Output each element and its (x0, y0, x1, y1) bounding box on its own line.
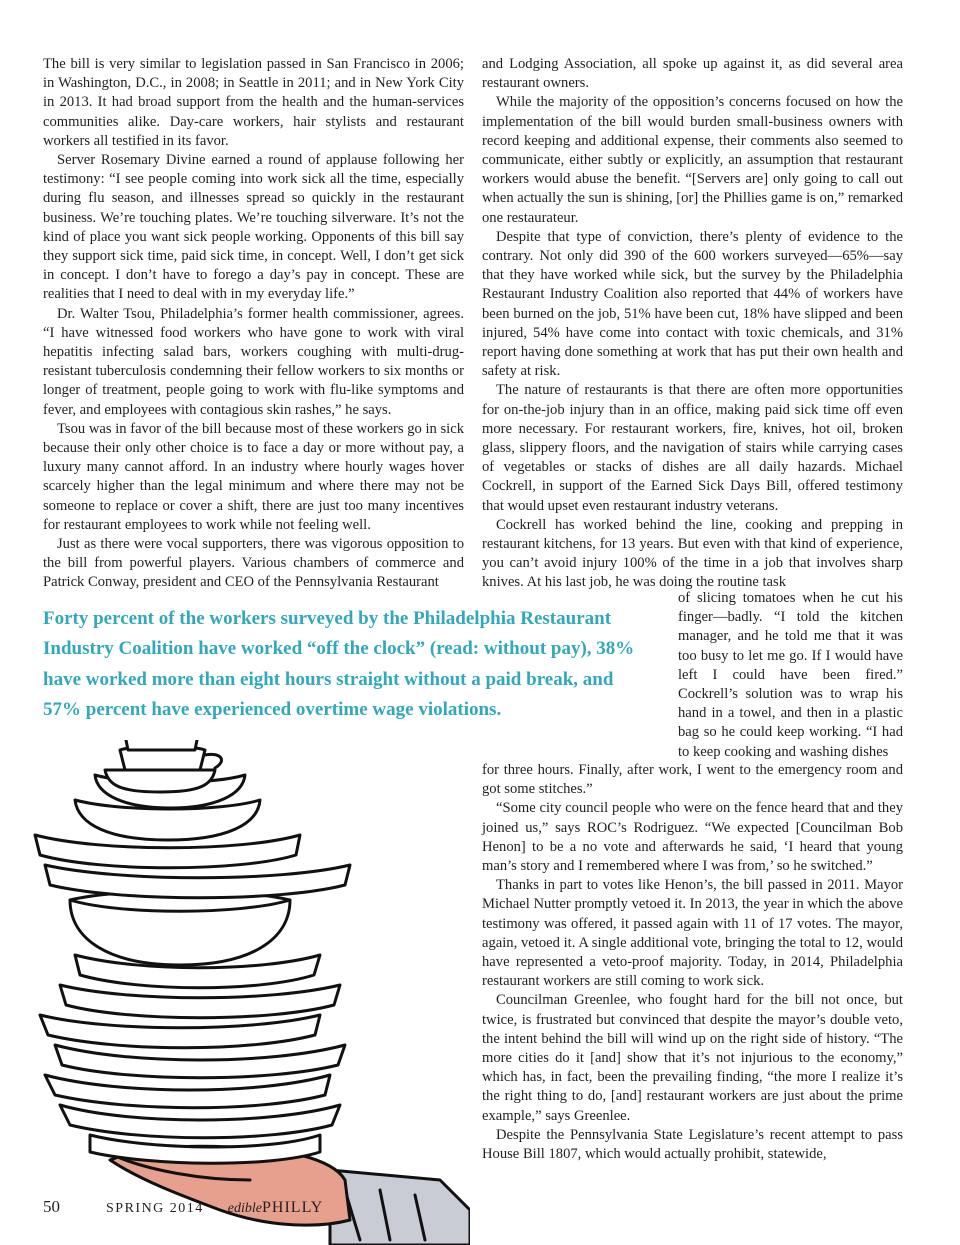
page-footer (43, 1197, 323, 1221)
paragraph: The bill is very similar to legislation passed in San Francisco in 2006; in Washington, D.C., in 2008; in Seattle in 2011; and in New York City in 2013. It had broad support from the health and the human-services communities alike. Day-care workers, hair stylists and restaurant workers all testified in its favor. (43, 56, 464, 149)
magazine-brand-name: PHILLY (262, 1199, 324, 1216)
stack-of-dishes-illustration (0, 740, 470, 1245)
paragraph: Just as there were vocal supporters, there was vigorous opposition to the bill from powerful players. Various chambers of commerce and Patrick Conway, president and CEO of the Pennsylvania Restaurant (43, 536, 464, 591)
paragraph: Councilman Greenlee, who fought hard for the bill not once, but twice, is frustrated but convinced that despite the mayor’s double veto, the intent behind the bill will wind up on the right side of history. “The more cities do it [and] show that it’s not injurious to the economy,” which has, in fact, been the prevailing finding, “the more I realize it’s the right thing to do, [and] restaurant workers are just about the prime example,” says Greenlee. (482, 992, 903, 1124)
paragraph: Dr. Walter Tsou, Philadelphia’s former health commissioner, agrees. “I have witnessed food workers who have gone to work with viral hepatitis infecting salad bars, workers coughing with multi-drug-resistant tuberculosis condemning their fellow workers to six months or longer of treatment, people going to work with flu-like symptoms and fever, and employees with contagious skin rashes,” he says. (43, 305, 464, 418)
article-column-left (43, 55, 464, 593)
page-number: 50 (43, 1197, 60, 1216)
paragraph: The nature of restaurants is that there are often more opportunities for on-the-job injury than in an office, making paid sick time off even more necessary. For restaurant workers, fire, knives, hot oil, broken glass, slippery floors, and the navigation of stairs while carrying cases of vegetables or stacks of dishes are all daily hazards. Michael Cockrell, in support of the Earned Sick Days Bill, offered testimony that would upset even restaurant industry veterans. (482, 382, 903, 514)
paragraph: “Some city council people who were on the fence heard that and they joined us,” says ROC’s Rodriguez. “We expected [Councilman Bob Henon] to be a no vote and afterwards he said, ‘I heard that young man’s story and I remembered where I was from,’ so he switched.” (482, 800, 903, 875)
paragraph: Server Rosemary Divine earned a round of applause following her testimony: “I see people coming into work sick all the time, especially during flu season, and illnesses spread so quickly in the restaurant business. We’re touching plates. We’re touching silverware. It’s not the kind of place you want sick people working. Opponents of this bill say they support sick time, paid sick time, in concept. Well, I don’t get sick in concept. I don’t have to forego a day’s pay in concept. These are realities that I need to deal with in my everyday life.” (43, 152, 464, 303)
paragraph: and Lodging Association, all spoke up against it, as did several area restaurant owners. (482, 56, 903, 92)
paragraph: Tsou was in favor of the bill because most of these workers go in sick because their only other choice is to face a day or more without pay, a luxury many cannot afford. In an industry where hourly wages hover scarcely higher than the legal minimum and where there may not be someone to replace or cover a shift, there are just too many incentives for restaurant employees to work while not feeling well. (43, 420, 464, 533)
paragraph: of slicing tomatoes when he cut his finger—badly. “I told the kitchen manager, and he told me that it was too busy to let me go. If I would have left I could have been fired.” Cockrell’s solution was to wrap his hand in a towel, and then in a plastic bag so he could keep working. “I had to keep cooking and washing dishes (678, 590, 903, 760)
paragraph: Despite that type of conviction, there’s plenty of evidence to the contrary. Not only did 390 of the 600 workers surveyed—65%—say that they have worked while sick, but the survey by the Philadelphia Restaurant Industry Coalition also reported that 44% of workers have been burned on the job, 51% have been cut, 18% have slipped and been injured, 54% have come into contact with toxic chemicals, and 31% report having done something at work that has put their own health and safety at risk. (482, 228, 903, 380)
pull-quote: Forty percent of the workers surveyed by the Philadelphia Restaurant Industry Coalition have worked “off the clock” (read: without pay), 38% have worked more than eight hours straight without a paid break, and 57% percent have experienced overtime wage violations. (43, 608, 635, 721)
article-column-right-bottom (482, 761, 903, 1164)
paragraph: for three hours. Finally, after work, I went to the emergency room and got some stitches.” (482, 762, 903, 798)
paragraph: Thanks in part to votes like Henon’s, the bill passed in 2011. Mayor Michael Nutter promptly vetoed it. In 2013, the year in which the above testimony was offered, it passed again with 11 of 17 votes. The mayor, again, vetoed it. A single additional vote, bringing the total to 12, would have represented a veto-proof majority. Today, in 2014, Philadelphia restaurant workers are still coming to work sick. (482, 877, 903, 990)
paragraph: Cockrell has worked behind the line, cooking and prepping in restaurant kitchens, for 13 years. But even with that kind of experience, you can’t avoid injury 100% of the time in a job that involves sharp knives. At his last job, he was doing the routine task (482, 516, 903, 591)
article-column-right-wrap (678, 589, 903, 762)
issue-season: SPRING 2014 (106, 1201, 204, 1216)
magazine-brand-prefix: edible (227, 1201, 263, 1216)
paragraph: Despite the Pennsylvania State Legislature’s recent attempt to pass House Bill 1807, which would actually prohibit, statewide, (482, 1126, 903, 1163)
paragraph: While the majority of the opposition’s concerns focused on how the implementation of the bill would burden small-business owners with record keeping and additional expense, their comments also seemed to communicate, either subtly or explicitly, an assumption that restaurant workers would abuse the benefit. “[Servers are] only going to call out when actually the sun is shining, [or] the Phillies game is on,” remarked one restaurateur. (482, 94, 903, 226)
article-column-right-top (482, 55, 903, 593)
